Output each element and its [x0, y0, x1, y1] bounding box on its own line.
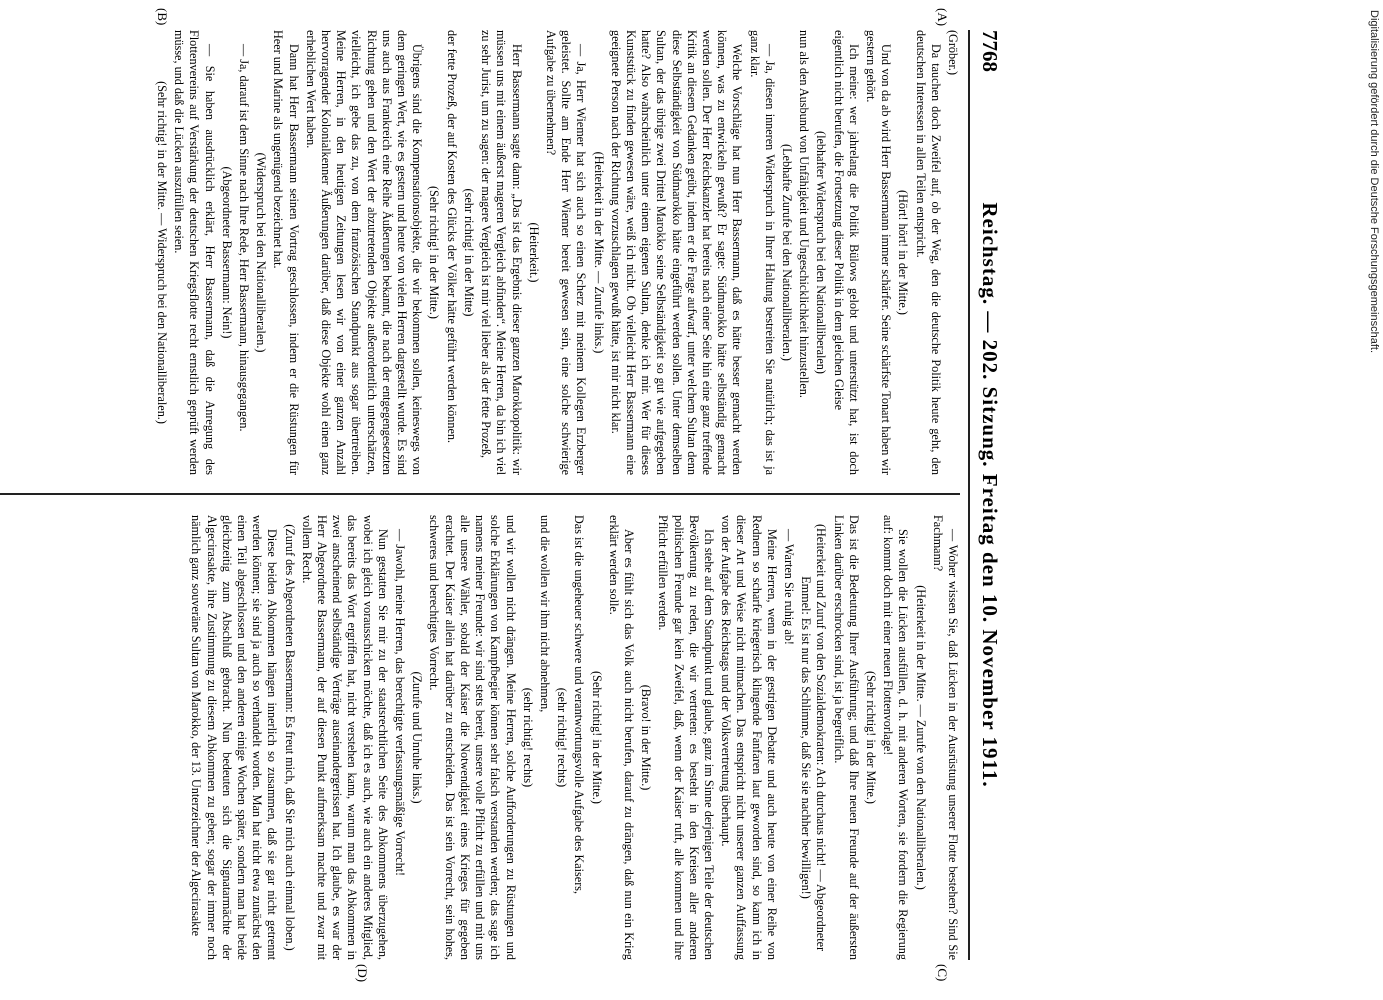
speech-paragraph: und wir wollen nicht drängen. Meine Herren, solche Aufforderungen zu Rüstungen und solche Erklärungen von Kampfbegier können sehr falsch verstanden werden; das sage ich namens meiner Freunde: wir sind stets bereit, unsere volle Pflicht zu erfüllen und mit uns alle unsere Wähler, sobald der Kaiser die Notwendigkeit eines Krieges für gegeben erachtet. Der Kaiser allein hat darüber zu entscheiden. Das ist sein Vorrecht, sein hohes, schweres und berechtigtes Vorrecht. [427, 515, 518, 960]
speech-paragraph: Da tauchen doch Zweifel auf, ob der Weg, den die deutsche Politik heute geht, den deutschen Interessen in allen Teilen entspricht. [913, 30, 943, 475]
interjection-paragraph: (Lebhafte Zurufe bei den Nationalliberalen.) [779, 144, 794, 361]
interjection-paragraph: (Sehr richtig! in der Mitte.) [863, 670, 878, 804]
speech-paragraph: Ich meine: wer jahrelang die Politik Bülows gelobt und unterstützt hat, ist doch eigentlich nicht berufen, die Fortsetzung dieser Politik in dem gleichen Gleise [831, 30, 861, 475]
interjection-paragraph: (sehr richtig! in der Mitte) [461, 188, 476, 317]
column-divider [0, 493, 960, 495]
speech-paragraph: Meine Herren, wenn in der gestrigen Debatte und auch heute von einer Reihe von Rednern so scharfe kriegerisch klingende Fanfaren laut geworden sind, so kann ich in dieser Art und Weise nicht mitmachen. Das entspricht nicht unserer ganzen Auffassung von der Aufgabe des Reichstags und der Volksvertretung überhaupt. [719, 515, 779, 960]
speech-paragraph: — Ja, diesen inneren Widerspruch in Ihrer Haltung bestreiten Sie natürlich; das ist ja ganz klar. [747, 30, 777, 475]
dfg-funding-note [1364, 10, 1380, 990]
margin-mark-a: (A) [935, 8, 950, 27]
page-header [972, 30, 1010, 960]
interjection-paragraph: (Zuruf des Abgeordneten Bassermann: Es freut mich, daß Sie mich auch einmal loben.) [282, 524, 297, 951]
speech-paragraph: — Ja, Herr Wiemer hat sich auch so einen Scherz mit meinem Kollegen Erzberger geleistet. Sollte am Ende Herr Wiemer bereit gewesen sein, eine solche schwierige Aufgabe zu übernehmen? [543, 30, 589, 475]
dfg-note-text: Digitalisierung gefördert durch die Deutsche Forschungsgemeinschaft. [1368, 10, 1380, 354]
rotated-page [0, 8, 1010, 983]
interjection-paragraph: (Zurufe und Unruhe links.) [410, 671, 425, 804]
interjection-paragraph: (Heiterkeit und Zuruf von den Sozialdemokraten: Ach durchaus nicht! — Abgeordneter Emmel: Es ist nur das Schlimme, daß Sie sie nachher bewilligen!) [799, 523, 829, 952]
speech-paragraph: — Warten Sie ruhig ab! [781, 529, 796, 645]
interjection-paragraph: (Heiterkeit.) [526, 222, 541, 283]
speech-paragraph: Das ist die ungeheuer schwere und verantwortungsvolle Aufgabe des Kaisers, [572, 515, 587, 895]
interjection-paragraph: (lebhafter Widerspruch bei den Nationalliberalen) [814, 131, 829, 374]
speech-paragraph: — Ja, darauf ist dem Sinne nach Ihre Rede, Herr Bassermann, hinausgegangen. [237, 44, 252, 432]
interjection-paragraph: (Hört! hört! in der Mitte.) [896, 190, 911, 315]
margin-mark-b: (B) [155, 8, 170, 26]
interjection-paragraph: (Sehr richtig! in der Mitte. — Widerspruch bei den Nationalliberalen.) [155, 81, 170, 424]
speech-paragraph: Diese beiden Abkommen hängen innerlich so zusammen, daß sie gar nicht getrennt werden können; sie sind ja auch so verhandelt worden. Man hat nicht etwa zunächst den einen Teil abgeschlossen und den anderen einige Wochen später, sondern man hat beide gleichzeitig zum Abschluß gebracht. Nun bedeuten sich die Signatarmächte der Algecirasakte, ihre Zustimmung zu diesem Abkommen zu geben; sogar der immer noch nämlich ganz souveräne Sultan von Marokko, der 13. Unterzeichner der Algecirasakte [189, 515, 280, 960]
speech-paragraph: Und von da ab wird Herr Bassermann immer schärfer. Seine schärfste Tonart haben wir gestern gehört. [863, 30, 894, 475]
speech-paragraph: und die wollen wir ihm nicht abnehmen, [537, 515, 552, 713]
interjection-paragraph: (Heiterkeit in der Mitte. — Zurufe links.) [591, 151, 606, 354]
speech-paragraph: Ich stehe auf dem Standpunkt und glaube, ganz im Sinne derjenigen Teile der deutschen Bevölkerung zu reden, die wir vertreten: es besteht in den Kreisen aller anderen politischen Freunde gar kein Zweifel, daß, wenn der Kaiser ruft, alle kommen und ihre Pflicht erfüllen werden. [656, 515, 716, 960]
speech-paragraph: Das ist die Bedeutung Ihrer Ausführung; und daß Ihre neuen Freunde auf der äußersten Linken darüber erschrocken sind, ist ja begreiflich. [831, 515, 861, 960]
page-title: Reichstag. — 202. Sitzung. Freitag den 10. November 1911. [978, 202, 1002, 788]
speech-paragraph: Nun gestatten Sie mir zu der staatsrechtlichen Seite des Abkommens überzugehen, wobei ich gleich vorausschicken möchte, daß ich es auch, wie auch ein anderes Mitglied, das bereits das Wort ergriffen hat, nicht verstehen kann, warum man das Abkommen in zwei anscheinend selbständige Verträge auseinandergerissen hat. Ich glaube, es war der Herr Abgeordnete Bassermann, der auf diesen Punkt aufmerksam machte und zwar mit vollem Recht. [299, 515, 390, 960]
speech-paragraph: (Gröber.) [946, 30, 960, 76]
header-rule [968, 30, 970, 960]
speech-paragraph: Welche Vorschläge hat nun Herr Bassermann, daß es hätte besser gemacht werden können, was zu entwickeln gewußt? Er sagte: Südmarokko hätte selbständig gemacht werden sollen. Der Herr Reichskanzler hat bereits nach einer Seite hin eine ganz treffende Kritik an diesem Gedanken geübt, indem er die Frage aufwarf, unter welchem Sultan denn diese Selbständigkeit von Südmarokko hätte eingeführt werden sollen. Unter demselben Sultan, der das übrige zwei Drittel Marokko seine Selbständigkeit so gut wie aufgegeben hatte? Also wahrscheinlich unter einem eigenen Sultan, denke ich mir. Wer für dieses Kunststück zu finden gewesen wäre, weiß ich nicht. Ob vielleicht Herr Bassermann eine geeignete Person nach der Richtung vorzuschlagen gewußt hätte, ist mir nicht klar. [608, 30, 745, 475]
speech-paragraph: — Woher wissen Sie, daß Lücken in der Ausrüstung unserer Flotte bestehen? Sind Sie Fachmann? [930, 515, 960, 960]
page-number: 7768 [978, 30, 1002, 72]
interjection-paragraph: (Abgeordneter Bassermann: Nein!) [219, 166, 234, 339]
speech-paragraph: — Jawohl, meine Herren, das berechtigte verfassungsmäßige Vorrecht! [393, 529, 408, 877]
speech-paragraph: der fette Prozeß, der auf Kosten des Glücks der Völker hätte geführt werden können. [444, 30, 459, 443]
speech-paragraph: Sie wollen die Lücken ausfüllen, d. h. mit anderen Worten, sie fordern die Regierung auf: kommt doch mit einer neuen Flottenvorlage! [881, 515, 911, 960]
speech-paragraph: nun als den Ausbund von Unfähigkeit und Ungeschicklichkeit hinzustellen. [797, 30, 812, 398]
right-column [0, 515, 960, 960]
margin-mark-d: (D) [355, 964, 370, 983]
interjection-paragraph: (Bravo! in der Mitte.) [639, 684, 654, 791]
margin-mark-c: (C) [935, 964, 950, 982]
interjection-paragraph: (sehr richtig! rechts) [555, 687, 570, 788]
left-column [0, 30, 960, 475]
speech-paragraph: — Sie haben ausdrücklich erklärt, Herr Bassermann, daß die Anregung des Flottenvereins auf Verstärkung der deutschen Kriegsflotte recht ernstlich geprüft werden müsse, und daß die Lücken auszufüllen seien. [172, 30, 217, 475]
speech-paragraph: Herr Bassermann sagte dann: „Das ist das Ergebnis dieser ganzen Marokkopolitik: wir müssen uns mit einem äußerst mageren Vergleich abfinden“. Meine Herren, da bin ich viel zu sehr Jurist, um zu sagen: der magere Vergleich ist mir viel lieber als der fette Prozeß, [479, 30, 524, 475]
interjection-paragraph: (Sehr richtig! in der Mitte.) [427, 185, 442, 319]
interjection-paragraph: (sehr richtig! rechts) [520, 687, 535, 788]
interjection-paragraph: (Heiterkeit in der Mitte. — Zurufe von den Nationalliberalen.) [913, 585, 928, 890]
speech-paragraph: Dann hat Herr Bassermann seinen Vortrag geschlossen, indem er die Rüstungen für Heer und Marine als ungenügend bezeichnet hat. [271, 30, 301, 475]
interjection-paragraph: (Widerspruch bei den Nationalliberalen.) [254, 152, 269, 353]
speech-paragraph: Übrigens sind die Kompensationsobjekte, die wir bekommen sollen, keineswegs von dem geringen Wert, wie es gestern und heute von vielen Herren dargestellt wurde. Es sind uns auch aus Frankreich eine Reihe Äußerungen bekannt, die nach der entgegengesetzten Richtung gehen und den Wert der abzutretenden Objekte außerordentlich unterschätzen, vielleicht, ich gebe das zu, von dem französischen Standpunkt aus sogar übertreiben. Meine Herren, in den heutigen Zeitungen lesen wir von einer ganzen Anzahl hervorragender Kolonialkenner Äußerungen darüber, daß diese Objekte wohl einen ganz erheblichen Wert haben. [303, 30, 425, 475]
speech-paragraph: Aber es fühlt sich das Volk auch nicht berufen, darauf zu drängen, daß nun ein Krieg erklärt werden solle. [606, 515, 636, 960]
interjection-paragraph: (Sehr richtig! in der Mitte.) [589, 670, 604, 804]
